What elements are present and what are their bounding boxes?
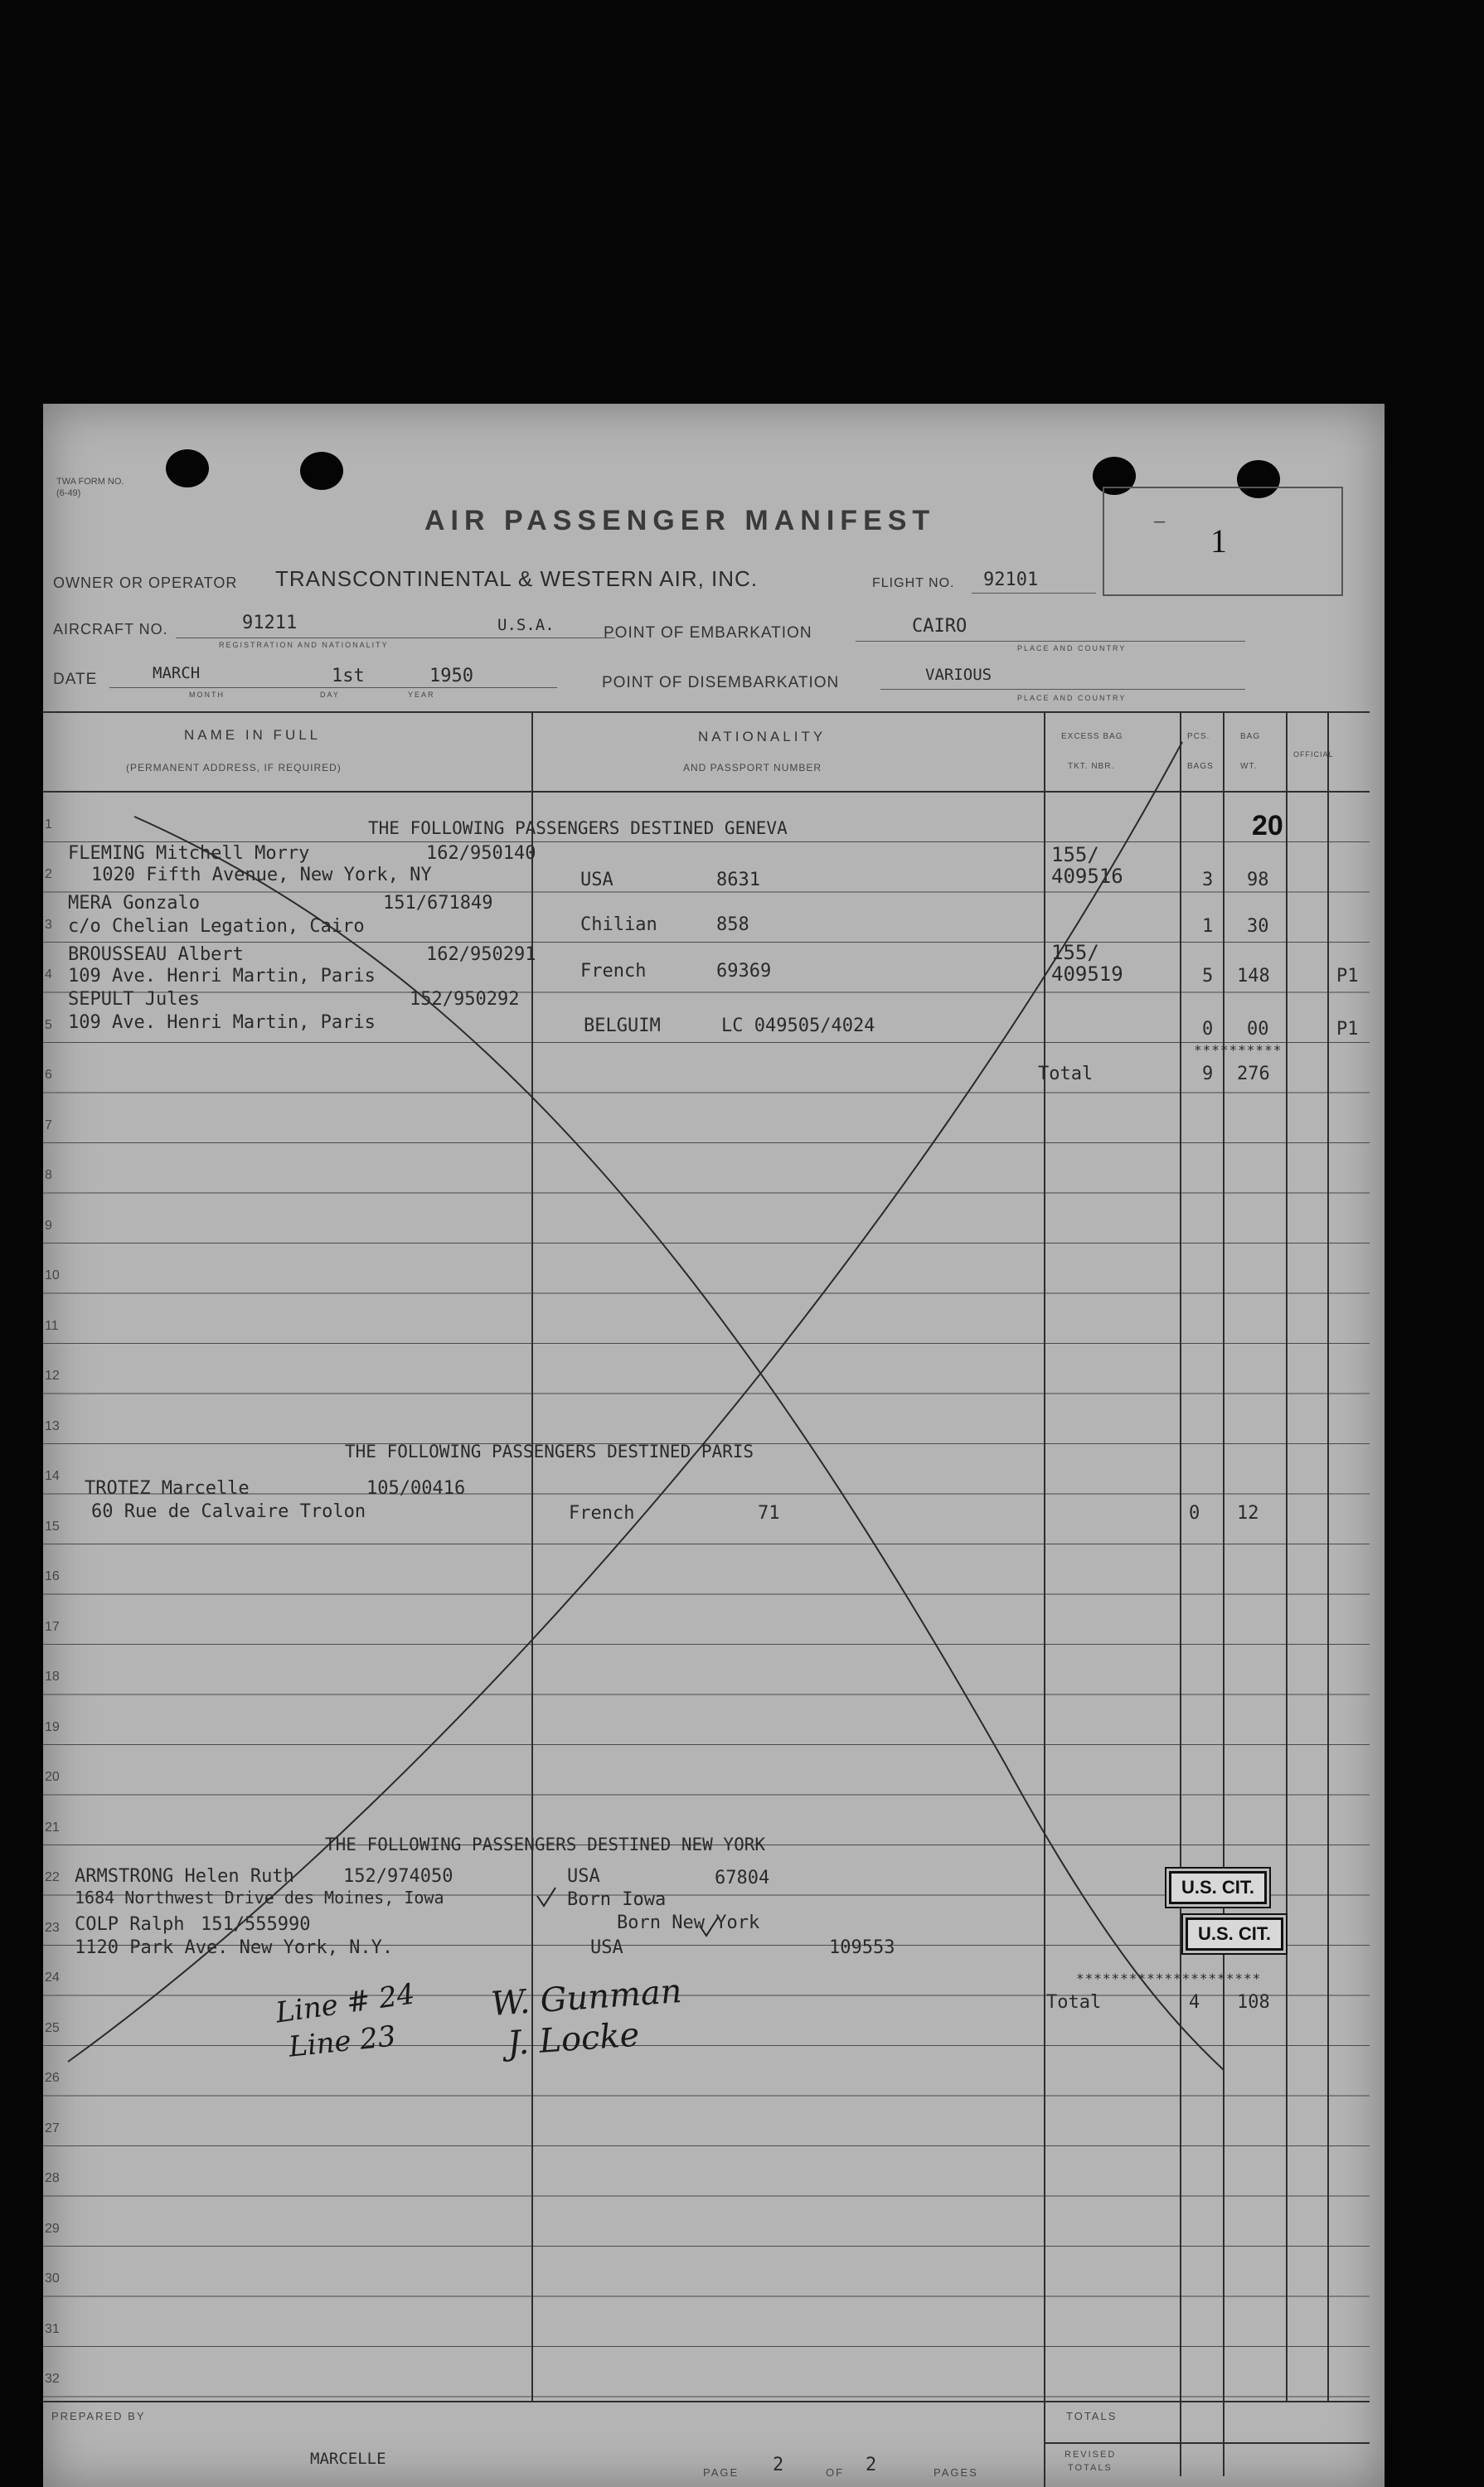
disembark-label: POINT OF DISEMBARKATION: [602, 674, 840, 691]
embark-value: CAIRO: [912, 616, 968, 637]
row-number: 32: [45, 2372, 60, 2386]
embark-sub: PLACE AND COUNTRY: [1017, 644, 1127, 652]
date-sub-day: DAY: [320, 691, 340, 699]
passenger-name: FLEMING Mitchell Morry: [68, 843, 310, 864]
passenger-address: 1120 Park Ave. New York, N.Y.: [75, 1937, 394, 1958]
passenger-passport: 71: [758, 1503, 780, 1524]
col-name-sub: (PERMANENT ADDRESS, IF REQUIRED): [126, 762, 342, 773]
passenger-address: 1020 Fifth Avenue, New York, NY: [91, 865, 432, 885]
weight-value: 30: [1247, 916, 1269, 937]
aircraft-nationality: U.S.A.: [497, 616, 555, 634]
embark-label: POINT OF EMBARKATION: [604, 624, 812, 642]
row-number: 18: [45, 1670, 60, 1684]
page-label: PAGE: [703, 2466, 740, 2479]
owner-label: OWNER OR OPERATOR: [53, 574, 238, 591]
flight-label: FLIGHT NO.: [872, 576, 955, 590]
passenger-passport: 67804: [715, 1868, 770, 1888]
total-weight: 276: [1237, 1064, 1270, 1084]
disembark-value: VARIOUS: [925, 666, 992, 684]
pcs-value: 3: [1202, 870, 1214, 890]
row-number: 8: [45, 1168, 52, 1182]
handwritten-note: Line 23: [287, 2019, 398, 2064]
date-month: MARCH: [153, 664, 201, 682]
prepared-value: MARCELLE: [310, 2450, 386, 2468]
of-value: 2: [866, 2455, 877, 2475]
passenger-passport: 69369: [716, 961, 772, 982]
passenger-birthplace: Born New York: [617, 1913, 760, 1933]
page-title: AIR PASSENGER MANIFEST: [424, 505, 936, 536]
signature: J. Locke: [506, 2015, 641, 2063]
pcs-value: 1: [1202, 916, 1214, 937]
row-number: 25: [45, 2020, 60, 2035]
passenger-name: BROUSSEAU Albert: [68, 944, 244, 965]
row-number: 4: [45, 967, 52, 982]
passenger-ticket: 162/950140: [426, 843, 536, 864]
passenger-address: 60 Rue de Calvaire Trolon: [91, 1501, 366, 1522]
stars-separator: **********: [1194, 1042, 1283, 1058]
passenger-name: MERA Gonzalo: [68, 893, 200, 914]
pcs-value: 5: [1202, 966, 1214, 987]
col-pcs-sub: BAGS: [1187, 762, 1214, 771]
passenger-address: 109 Ave. Henri Martin, Paris: [68, 966, 376, 987]
row-number: 2: [45, 867, 52, 881]
totals-label: TOTALS: [1066, 2410, 1118, 2422]
row-number: 9: [45, 1218, 52, 1233]
passenger-ticket: 105/00416: [366, 1478, 466, 1499]
col-bag-sub: WT.: [1240, 762, 1258, 771]
row-number: 31: [45, 2321, 60, 2336]
row-number: 26: [45, 2071, 60, 2085]
passenger-passport: 8631: [716, 870, 760, 890]
weight-value: 98: [1247, 870, 1269, 890]
row-number: 20: [45, 1770, 60, 1784]
row-number: 3: [45, 917, 52, 932]
row-number: 30: [45, 2271, 60, 2286]
row-number: 22: [45, 1870, 60, 1884]
passenger-ticket: 151/671849: [383, 893, 493, 914]
passenger-nationality: Chilian: [580, 914, 657, 935]
date-year: 1950: [429, 666, 473, 686]
col-excess-sub: TKT. NBR.: [1068, 762, 1115, 771]
passenger-ticket: 152/974050: [343, 1866, 453, 1887]
page-value: 2: [773, 2455, 784, 2475]
us-citizen-stamp: U.S. CIT.: [1169, 1871, 1267, 1904]
owner-value: TRANSCONTINENTAL & WESTERN AIR, INC.: [275, 566, 759, 591]
total-label: Total: [1038, 1064, 1094, 1084]
row-number: 5: [45, 1017, 52, 1032]
row-number: 15: [45, 1519, 60, 1534]
passenger-nationality: BELGUIM: [584, 1016, 661, 1036]
passenger-ticket: 151/555990: [201, 1914, 311, 1935]
passenger-name: TROTEZ Marcelle: [85, 1478, 250, 1499]
row-number: 6: [45, 1068, 52, 1082]
weight-value: 00: [1247, 1019, 1269, 1040]
form-number: TWA FORM NO.: [56, 477, 124, 487]
row-number: 10: [45, 1268, 60, 1282]
geneva-count: 20: [1252, 810, 1283, 841]
aircraft-label: AIRCRAFT NO.: [53, 621, 168, 638]
excess-ticket: 155/: [1051, 843, 1099, 866]
weight-value: 148: [1237, 966, 1270, 987]
col-name: NAME IN FULL: [184, 727, 322, 743]
pages-label: PAGES: [934, 2466, 978, 2479]
aircraft-value: 91211: [242, 613, 298, 633]
row-number: 1: [45, 817, 52, 831]
manifest-sheet: [43, 404, 1385, 2487]
newyork-heading: THE FOLLOWING PASSENGERS DESTINED NEW YORK: [325, 1835, 766, 1854]
passenger-address: 109 Ave. Henri Martin, Paris: [68, 1012, 376, 1033]
date-label: DATE: [53, 671, 98, 688]
official-value: P1: [1336, 1019, 1359, 1040]
weight-value: 12: [1237, 1503, 1259, 1524]
prepared-label: PREPARED BY: [51, 2410, 146, 2422]
row-number: 24: [45, 1971, 60, 1985]
row-number: 29: [45, 2221, 60, 2236]
row-number: 11: [45, 1318, 59, 1333]
passenger-ticket: 162/950291: [426, 944, 536, 965]
excess-ticket: 409519: [1051, 962, 1123, 986]
of-label: OF: [826, 2466, 845, 2479]
excess-ticket: 155/: [1051, 941, 1099, 964]
passenger-address: c/o Chelian Legation, Cairo: [68, 916, 365, 937]
col-nationality-sub: AND PASSPORT NUMBER: [683, 762, 822, 773]
col-excess: EXCESS BAG: [1061, 732, 1123, 741]
official-value: P1: [1336, 966, 1359, 987]
revised-label: REVISED: [1065, 2450, 1117, 2460]
excess-ticket: 409516: [1051, 865, 1123, 888]
passenger-passport: 858: [716, 914, 749, 935]
passenger-nationality: French: [569, 1503, 635, 1524]
passenger-passport: LC 049505/4024: [721, 1016, 875, 1036]
aircraft-sub: REGISTRATION AND NATIONALITY: [219, 641, 389, 649]
form-number-date: (6-49): [56, 488, 81, 498]
row-number: 23: [45, 1920, 60, 1935]
passenger-birthplace: Born Iowa: [567, 1889, 667, 1910]
passenger-name: COLP Ralph: [75, 1914, 185, 1935]
date-sub-month: MONTH: [189, 691, 225, 699]
row-number: 13: [45, 1418, 60, 1433]
row-number: 27: [45, 2121, 60, 2136]
total-pcs: 4: [1189, 1992, 1200, 2013]
geneva-heading: THE FOLLOWING PASSENGERS DESTINED GENEVA: [368, 818, 788, 838]
passenger-nationality: USA: [580, 870, 613, 890]
passenger-nationality: USA: [567, 1866, 600, 1887]
row-number: 17: [45, 1619, 60, 1634]
col-bag: BAG: [1240, 732, 1261, 741]
row-number: 7: [45, 1117, 52, 1132]
total-pcs: 9: [1202, 1064, 1214, 1084]
row-number: 16: [45, 1569, 60, 1583]
passenger-address: 1684 Northwest Drive des Moines, Iowa: [75, 1888, 444, 1908]
col-official: OFFICIAL: [1293, 750, 1334, 759]
date-sub-year: YEAR: [408, 691, 435, 699]
col-pcs: PCS.: [1187, 732, 1210, 741]
row-number: 21: [45, 1820, 60, 1835]
flight-value: 92101: [983, 570, 1039, 590]
us-citizen-stamp: U.S. CIT.: [1186, 1917, 1283, 1951]
disembark-sub: PLACE AND COUNTRY: [1017, 694, 1127, 702]
col-nationality: NATIONALITY: [698, 729, 827, 744]
row-number: 12: [45, 1369, 60, 1383]
passenger-nationality: USA: [590, 1937, 623, 1958]
passenger-ticket: 152/950292: [410, 989, 520, 1010]
pcs-value: 0: [1202, 1019, 1214, 1040]
handwritten-note: Line # 24: [274, 1977, 417, 2030]
total-label: Total: [1046, 1992, 1102, 2013]
box-mark: —: [1154, 511, 1166, 532]
pcs-value: 0: [1189, 1503, 1200, 1524]
passenger-passport: 109553: [829, 1937, 895, 1958]
row-number: 28: [45, 2171, 60, 2185]
passenger-name: SEPULT Jules: [68, 989, 200, 1010]
passenger-nationality: French: [580, 961, 647, 982]
paris-heading: THE FOLLOWING PASSENGERS DESTINED PARIS: [345, 1442, 754, 1462]
stars-separator: *********************: [1076, 1971, 1262, 1986]
passenger-name: ARMSTRONG Helen Ruth: [75, 1866, 294, 1887]
row-number: 19: [45, 1719, 60, 1734]
total-weight: 108: [1237, 1992, 1270, 2013]
revised-label-2: TOTALS: [1068, 2463, 1113, 2473]
box-number: 1: [1210, 522, 1227, 560]
row-number: 14: [45, 1469, 60, 1483]
date-day: 1st: [332, 666, 365, 686]
signature: W. Gunman: [489, 1972, 683, 2024]
